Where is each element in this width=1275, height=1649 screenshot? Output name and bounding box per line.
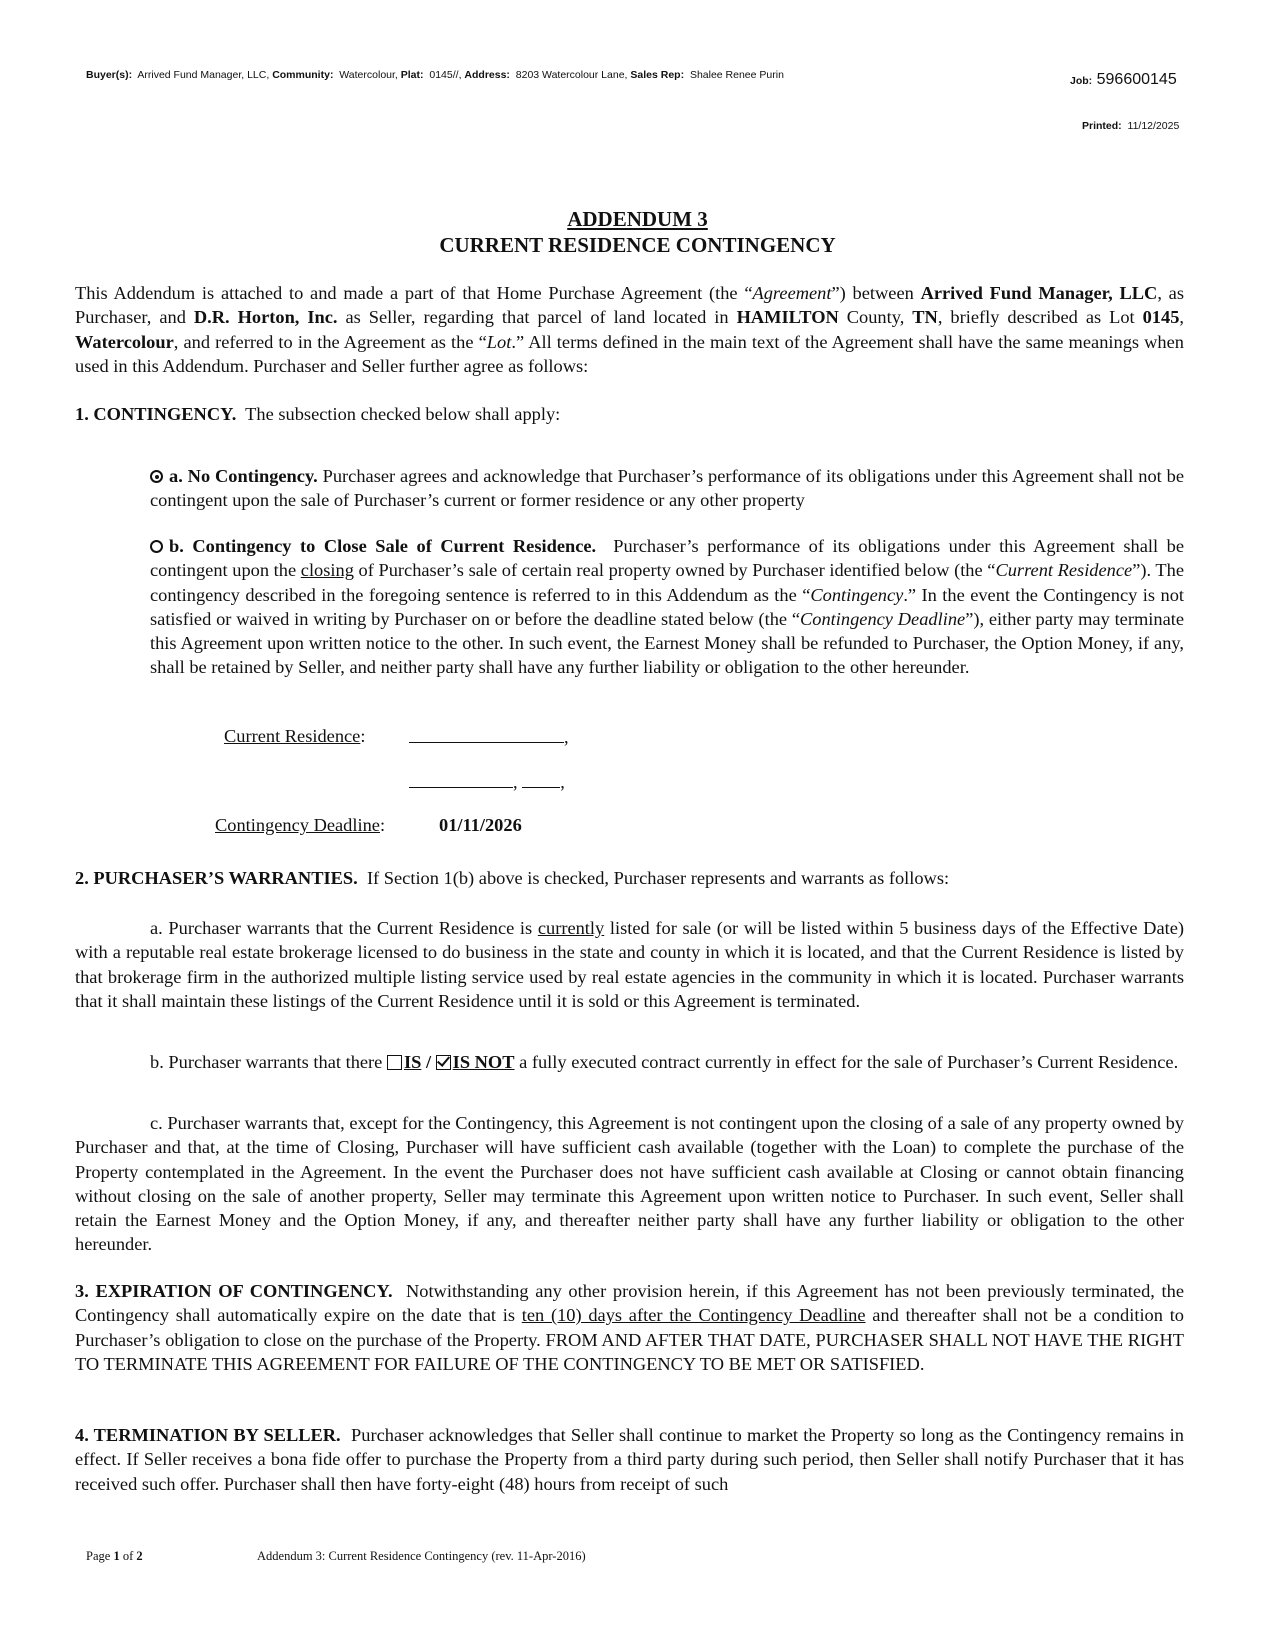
section-1-heading: 1. CONTINGENCY. The subsection checked below shall apply: [75, 404, 561, 424]
intro-paragraph: This Addendum is attached to and made a part of that Home Purchase Agreement (the “Agreement”) between Arrived Fund Manager, LLC, as Purchaser, and D.R. Horton, Inc. as Seller, regarding that parcel of land located in HAMILTON County, TN, briefly described as Lot 0145, Watercolour, and referred to in the Agreement as the “Lot.” All terms defined in the main text of the Agreement shall have the same meanings when used in this Addendum. Purchaser and Seller further agree as follows: [75, 283, 1184, 376]
county-name: HAMILTON [736, 307, 839, 328]
state-name: TN [912, 307, 938, 328]
section-1b: b. Contingency to Close Sale of Current Residence. Purchaser’s performance of its obligations under this Agreement shall be contingent upon the closing of Purchaser’s sale of certain real property owned by Purchaser identified below (the “Current Residence”). The contingency described in the foregoing sentence is referred to in this Addendum as the “Contingency.” In the event the Contingency is not satisfied or waived in writing by Purchaser on or before the deadline stated below (the “Contingency Deadline”), either party may terminate this Agreement upon written notice to the other. In such event, the Earnest Money shall be refunded to Purchaser, the Option Money, if any, shall be retained by Seller, and neither party shall have any further liability or obligation to the other hereunder. [150, 536, 1185, 678]
current-residence-line-2: , , [409, 771, 565, 793]
agreement-term: Agreement [752, 283, 832, 303]
address-value: 8203 Watercolour Lane, [515, 69, 628, 81]
plat-label: Plat: [400, 69, 424, 81]
current-residence-street-blank[interactable] [409, 726, 564, 743]
lot-term: Lot [486, 331, 512, 352]
section-2-heading: 2. PURCHASER’S WARRANTIES. If Section 1(b) above is checked, Purchaser represents and warrants as follows: [75, 868, 950, 888]
current-residence-field: Current Residence: [224, 726, 366, 746]
printed-value: 11/12/2025 [1127, 120, 1180, 132]
contingency-deadline-field: Contingency Deadline: [215, 815, 386, 835]
sales-rep-value: Shalee Renee Purin [689, 69, 784, 81]
section-2a: a. Purchaser warrants that the Current Residence is currently listed for sale (or will be listed within 5 business days of the Effective Date) with a reputable real estate brokerage licensed to do business in the state and county in which it is located, and that the Current Residence is listed by that brokerage firm in the authorized multiple listing service used by real estate agencies in the community in which it is located. Purchaser warrants that it shall maintain these listings of the Current Residence until it is sold or this Agreement is terminated. [75, 918, 1185, 1011]
document-name: Addendum 3: Current Residence Contingency (rev. 11-Apr-2016) [257, 1549, 586, 1563]
current-residence-line-1: , [409, 726, 569, 748]
current-residence-city-blank[interactable] [409, 771, 513, 788]
contingency-deadline-value: 01/11/2026 [439, 815, 522, 835]
is-not-checkbox[interactable] [436, 1055, 451, 1070]
option-a-radio[interactable] [150, 470, 163, 483]
printed-date [1082, 120, 1179, 132]
community-name: Watercolour [75, 331, 174, 352]
current-residence-label: Current Residence [224, 726, 361, 746]
section-3-heading: 3. EXPIRATION OF CONTINGENCY. [75, 1281, 393, 1301]
section-2b: b. Purchaser warrants that there IS / IS NOT a fully executed contract currently in effect for the sale of Purchaser’s Current Residence. [150, 1052, 1179, 1072]
header-info-line [86, 69, 784, 81]
is-not-option: IS NOT [452, 1052, 515, 1072]
section-4: 4. TERMINATION BY SELLER. Purchaser acknowledges that Seller shall continue to market the Property so long as the Contingency remains in effect. If Seller receives a bona fide offer to purchase the Property from a third party during such period, then Seller shall notify Purchaser that it has received such offer. Purchaser shall then have forty-eight (48) hours from receipt of such [75, 1425, 1184, 1494]
option-b-radio[interactable] [150, 540, 163, 553]
section-4-heading: 4. TERMINATION BY SELLER. [75, 1425, 341, 1445]
document-title: ADDENDUM 3 [567, 207, 708, 231]
current-residence-state-blank[interactable] [522, 771, 560, 788]
job-value: 596600145 [1096, 71, 1177, 88]
option-b-heading: b. Contingency to Close Sale of Current Residence. [169, 536, 597, 556]
page-number: Page 1 of 2 [86, 1549, 143, 1563]
address-label: Address: [464, 69, 510, 81]
community-label: Community: [272, 69, 334, 81]
section-2c: c. Purchaser warrants that, except for the Contingency, this Agreement is not contingent upon the closing of a sale of any property owned by Purchaser and that, at the time of Closing, Purchaser will have sufficient cash available (together with the Loan) to complete the purchase of the Property contemplated in the Agreement. In the event the Purchaser does not have sufficient cash available at Closing or cannot obtain financing without closing on the sale of another property, Seller may terminate this Agreement upon written notice to Purchaser. In such event, Seller shall retain the Earnest Money and the Option Money, if any, and thereafter neither party shall have any further liability or obligation to the other hereunder. [75, 1113, 1184, 1255]
community-value: Watercolour, [339, 69, 398, 81]
sales-rep-label: Sales Rep: [630, 69, 685, 81]
job-number [1070, 71, 1177, 89]
printed-label: Printed: [1082, 120, 1122, 132]
is-checkbox[interactable] [387, 1055, 402, 1070]
purchaser-name: Arrived Fund Manager, LLC [920, 283, 1158, 303]
lot-number: 0145 [1142, 307, 1180, 328]
contingency-deadline-label: Contingency Deadline [215, 815, 380, 835]
job-label: Job: [1070, 75, 1093, 87]
option-a-text: Purchaser agrees and acknowledge that Purchaser’s performance of its obligations under this Agreement shall not be contingent upon the sale of Purchaser’s current or former residence or any other property [150, 466, 1184, 511]
seller-name: D.R. Horton, Inc. [193, 307, 338, 328]
plat-value: 0145//, [429, 69, 462, 81]
option-a-heading: a. No Contingency. [169, 466, 318, 486]
buyer-value: Arrived Fund Manager, LLC, [137, 69, 270, 81]
buyer-label: Buyer(s): [86, 69, 133, 81]
section-1a [150, 464, 1184, 513]
is-option: IS [403, 1052, 422, 1072]
document-subtitle: CURRENT RESIDENCE CONTINGENCY [439, 233, 836, 257]
section-3: 3. EXPIRATION OF CONTINGENCY. Notwithstanding any other provision herein, if this Agreement has not been previously terminated, the Contingency shall automatically expire on the date that is ten (10) days after the Contingency Deadline and thereafter shall not be a condition to Purchaser’s obligation to close on the purchase of the Property. FROM AND AFTER THAT DATE, PURCHASER SHALL NOT HAVE THE RIGHT TO TERMINATE THIS AGREEMENT FOR FAILURE OF THE CONTINGENCY TO BE MET OR SATISFIED. [75, 1281, 1184, 1374]
